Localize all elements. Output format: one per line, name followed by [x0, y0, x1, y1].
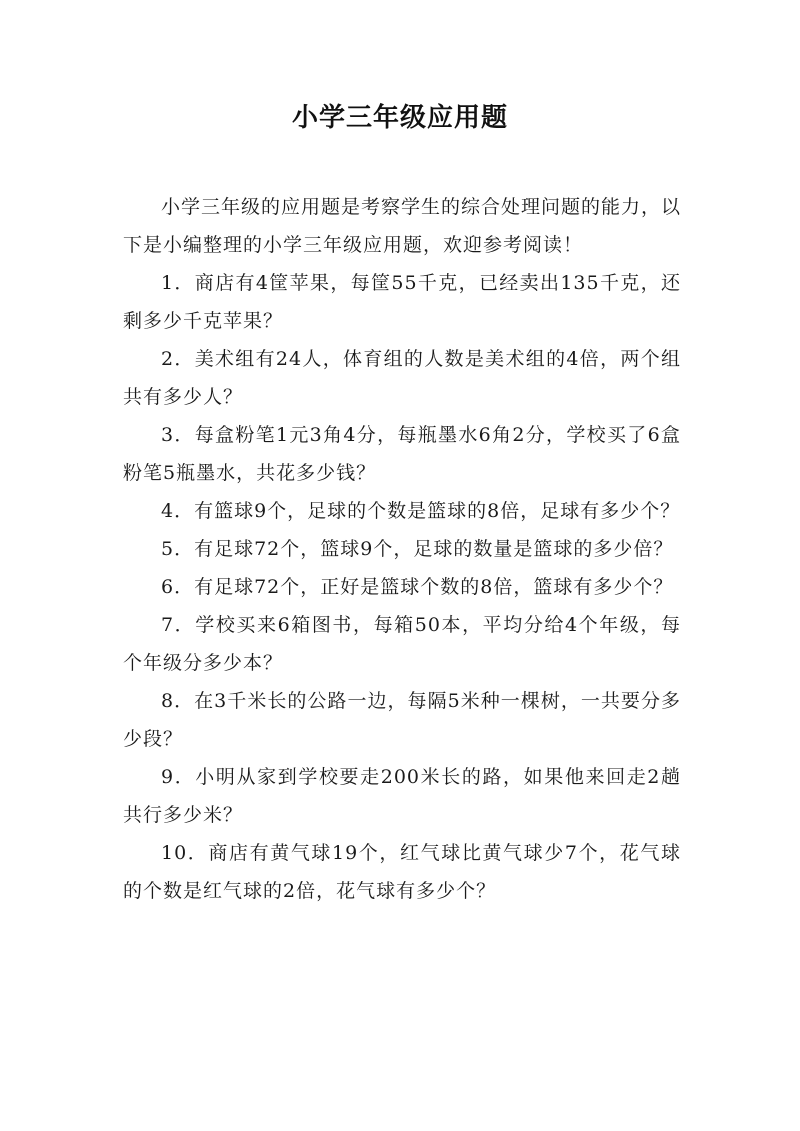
question-5: 5．有足球72个，篮球9个，足球的数量是篮球的多少倍？: [161, 538, 674, 560]
intro-paragraph: 小学三年级的应用题是考察学生的综合处理问题的能力，以下是小编整理的小学三年级应用题，欢迎参考阅读！: [123, 196, 682, 256]
question-1: 1．商店有4筐苹果，每筐55千克，已经卖出135千克，还剩多少千克苹果？: [123, 272, 681, 332]
question-6: 6．有足球72个，正好是篮球个数的8倍，篮球有多少个？: [161, 576, 674, 598]
question-4: 4．有篮球9个，足球的个数是篮球的8倍，足球有多少个？: [161, 500, 681, 522]
question-8: 8．在3千米长的公路一边，每隔5米种一棵树，一共要分多少段？: [123, 690, 681, 750]
page-title: 小学三年级应用题: [291, 103, 508, 133]
question-9: 9．小明从家到学校要走200米长的路，如果他来回走2趟共行多少米？: [123, 766, 681, 826]
question-3: 3．每盒粉笔1元3角4分，每瓶墨水6角2分，学校买了6盒粉笔5瓶墨水，共花多少钱？: [123, 424, 681, 484]
document-body: [123, 188, 681, 910]
question-2: 2．美术组有24人，体育组的人数是美术组的4倍，两个组共有多少人？: [123, 348, 681, 408]
question-7: 7．学校买来6箱图书，每箱50本，平均分给4个年级，每个年级分多少本？: [123, 614, 681, 674]
question-10: 10．商店有黄气球19个，红气球比黄气球少7个，花气球的个数是红气球的2倍，花气球有多少个？: [123, 842, 681, 902]
